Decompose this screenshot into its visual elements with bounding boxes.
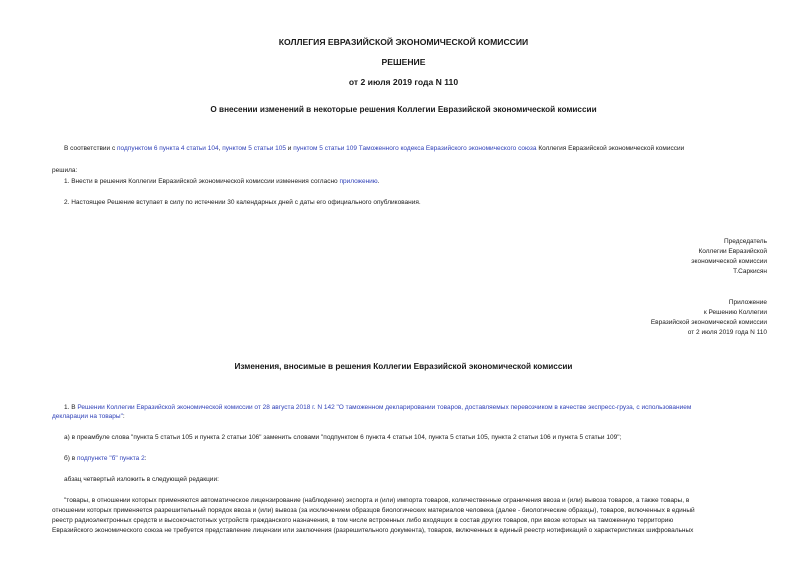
preamble-text: , xyxy=(218,145,223,152)
quote-line: отношении которых применяется разрешительный порядок ввоза и (или) вывоза (за исключением образцов биологических материалов человека (далее - биологические образцы), товаров, включенных в единый xyxy=(52,507,695,514)
doc-date-number: от 2 июля 2019 года N 110 xyxy=(348,77,459,87)
paragraph-four: абзац четвертый изложить в следующей редакции: xyxy=(64,476,219,483)
link-decision-142-cont[interactable]: декларации на товары" xyxy=(52,413,123,420)
change-a: а) в преамбуле слова "пункта 5 статьи 105 и пункта 2 статьи 106" заменить словами "подпунктом 6 пункта 4 статьи 104, пункта 5 статьи 105, пункта 2 статьи 106 и пункта 5 статьи 109"; xyxy=(64,434,622,441)
link-appendix[interactable]: приложению xyxy=(339,178,378,185)
change-1-end: : xyxy=(122,413,125,420)
preamble xyxy=(64,145,684,153)
signature-line: Коллегии Евразийской xyxy=(698,248,767,255)
preamble-text: и xyxy=(285,145,294,152)
link-decision-142[interactable]: Решении Коллегии Евразийской экономической комиссии от 28 августа 2018 г. N 142 "О таможенном декларировании товаров, доставляемых перевозчиком в качестве экспресс-груза, с использованием xyxy=(77,404,692,411)
appendix-reference xyxy=(651,298,767,338)
doc-type: РЕШЕНИЕ xyxy=(381,57,426,67)
change-b-prefix: б) в xyxy=(64,455,77,462)
signature-line: Председатель xyxy=(723,238,767,245)
change-1-prefix: 1. В xyxy=(64,404,78,411)
change-1 xyxy=(64,404,691,412)
org-name: КОЛЛЕГИЯ ЕВРАЗИЙСКОЙ ЭКОНОМИЧЕСКОЙ КОМИССИИ xyxy=(278,37,529,47)
change-b-end: : xyxy=(144,455,147,462)
quote-line: реестр радиоэлектронных средств и высокочастотных устройств гражданского назначения, в том числе встроенных либо входящих в состав других товаров, при ввозе которых на таможенную территорию xyxy=(52,517,674,524)
item-2: 2. Настоящее Решение вступает в силу по истечении 30 календарных дней с даты его официального опубликования. xyxy=(64,199,421,206)
link-article-109[interactable]: пунктом 5 статьи 109 Таможенного кодекса Евразийского экономического союза xyxy=(293,145,537,152)
item-1 xyxy=(64,178,380,186)
signature-line: экономической комиссии xyxy=(691,258,767,265)
signature-block xyxy=(691,237,767,277)
link-article-105[interactable]: пунктом 5 статьи 105 xyxy=(222,145,286,152)
appendix-line: к Решению Коллегии xyxy=(703,309,767,316)
doc-title: О внесении изменений в некоторые решения Коллегии Евразийской экономической комиссии xyxy=(210,105,597,114)
change-1-cont xyxy=(52,413,125,421)
appendix-line: от 2 июля 2019 года N 110 xyxy=(687,329,767,336)
changes-title: Изменения, вносимые в решения Коллегии Евразийской экономической комиссии xyxy=(234,362,573,371)
preamble-text: Коллегия Евразийской экономической комиссии xyxy=(536,145,685,152)
link-article-104[interactable]: подпунктом 6 пункта 4 статьи 104 xyxy=(117,145,219,152)
appendix-line: Евразийской экономической комиссии xyxy=(650,319,767,326)
signature-name: Т.Саркисян xyxy=(733,268,767,275)
preamble-text: В соответствии с xyxy=(64,145,118,152)
quote-line: "товары, в отношении которых применяются автоматическое лицензирование (наблюдение) экспорта и (или) импорта товаров, количественные ограничения ввоза и (или) вывоза товаров, а также товары, в xyxy=(64,497,690,504)
decided-label: решила: xyxy=(52,167,78,174)
item-1-text: 1. Внести в решения Коллегии Евразийской экономической комиссии изменения согласно xyxy=(64,178,340,185)
quote-line: Евразийского экономического союза не требуется представление лицензии или заключения (разрешительного документа), товаров, включенных в единый реестр нотификаций о характеристиках шифровальных xyxy=(52,527,694,534)
item-1-end: . xyxy=(377,178,380,185)
link-subparagraph-b[interactable]: подпункте "б" пункта 2 xyxy=(76,455,145,462)
change-b xyxy=(64,455,147,463)
appendix-line: Приложение xyxy=(728,299,767,306)
